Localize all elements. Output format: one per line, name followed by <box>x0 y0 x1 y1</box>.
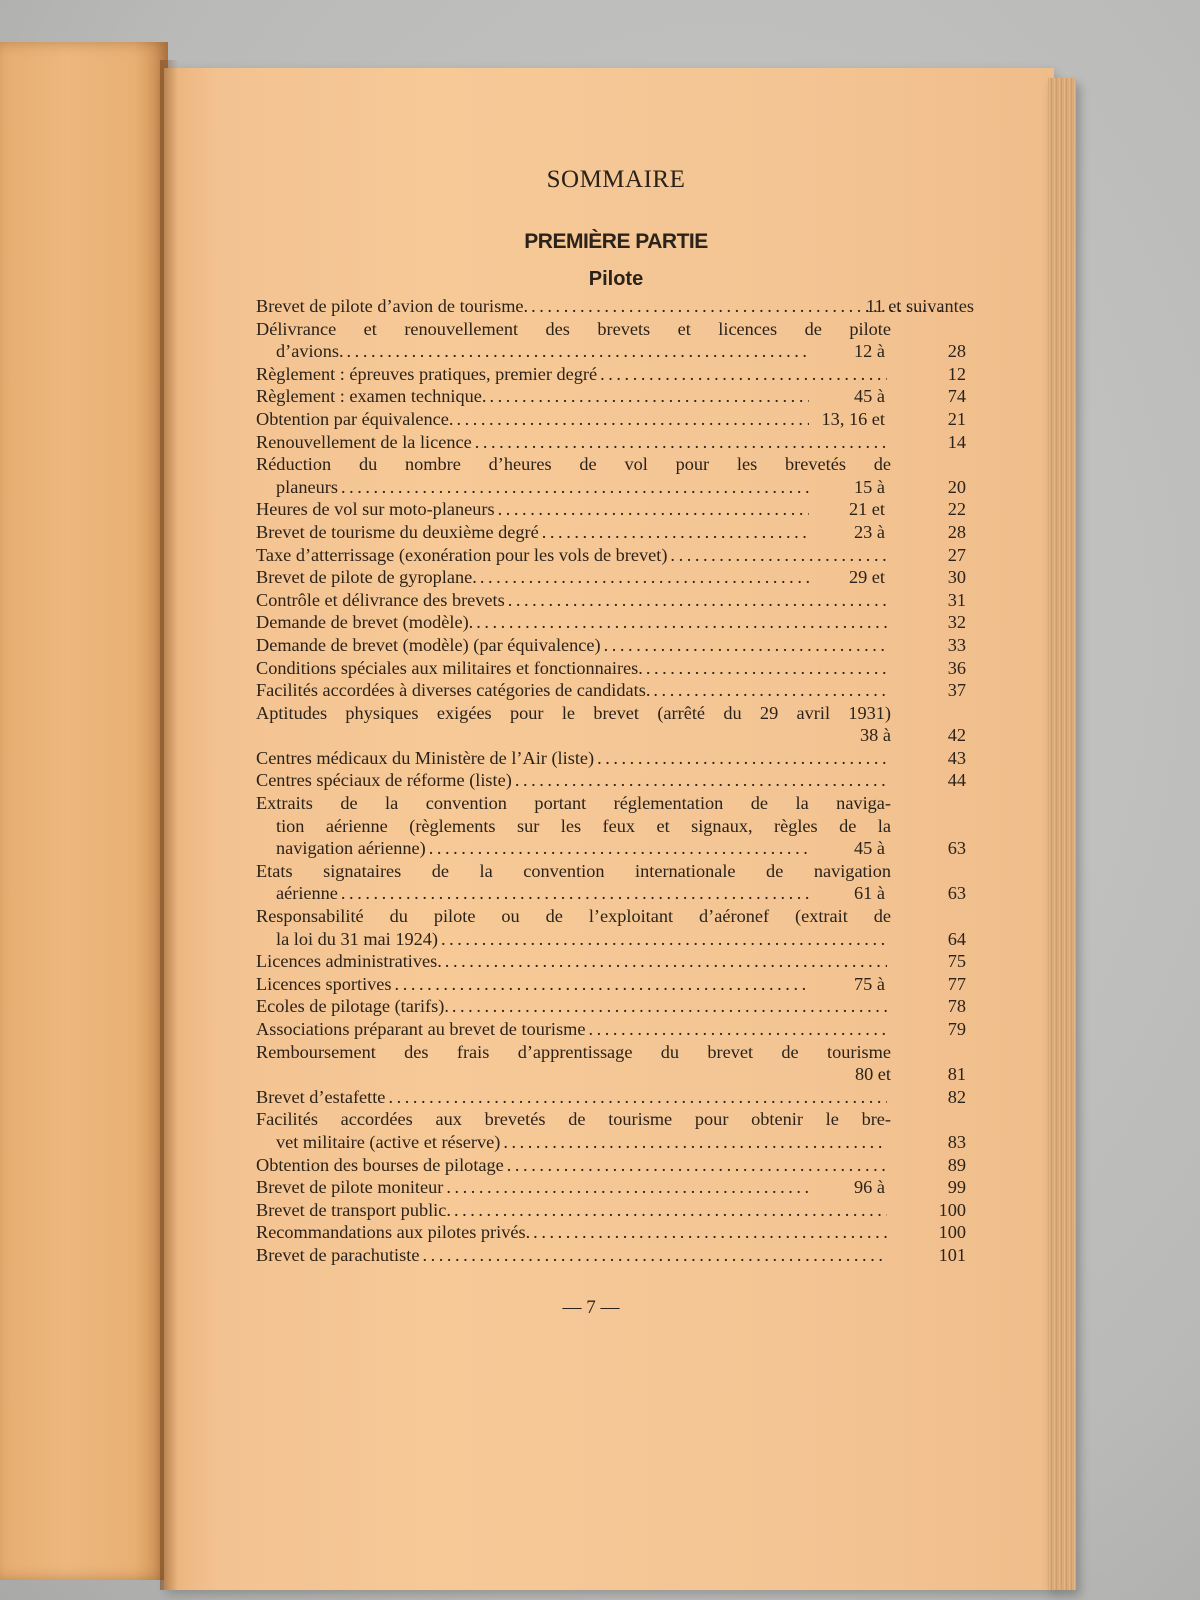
toc-entry-label: Remboursement des frais d’apprentissage du brevet de tourisme <box>256 1041 891 1062</box>
leader-dots <box>480 566 809 589</box>
leader-dots <box>388 1086 887 1109</box>
leader-dots <box>503 1131 887 1154</box>
toc-entry-label: Règlement : épreuves pratiques, premier degré <box>256 363 598 384</box>
toc-entry-label: d’avions. <box>276 341 344 362</box>
leader-dots <box>446 1176 809 1199</box>
toc-entry-label: Conditions spéciales aux militaires et fonctionnaires. <box>256 657 643 678</box>
toc-entry-page: 99 <box>947 1177 966 1198</box>
toc-entry-page: 100 <box>938 1199 966 1220</box>
toc-entry <box>256 634 966 657</box>
toc-entry <box>256 431 966 454</box>
leader-dots <box>441 928 887 951</box>
toc-entry <box>256 950 966 973</box>
toc-entry-page: 11 et suivantes <box>866 296 974 316</box>
leader-dots <box>456 408 809 431</box>
toc-entry-label: Licences administratives. <box>256 951 442 972</box>
toc-entry-range: 15 à <box>854 476 885 497</box>
toc-entry-label: planeurs <box>276 476 338 497</box>
leader-dots <box>341 882 809 905</box>
toc-entry-label: Renouvellement de la licence <box>256 431 472 452</box>
leader-dots <box>429 837 809 860</box>
page-edges <box>1048 78 1076 1590</box>
toc-entry-label: Règlement : examen technique. <box>256 386 487 407</box>
toc-entry-page: 81 <box>947 1064 966 1085</box>
toc-entry-range: 75 à <box>854 973 885 994</box>
toc-entry <box>256 1244 966 1267</box>
toc-entry-label: Brevet d’estafette <box>256 1086 386 1107</box>
toc-entry <box>256 679 966 702</box>
toc-entry <box>256 544 966 567</box>
toc-entry-label: vet militaire (active et réserve) <box>276 1131 501 1152</box>
toc-entry-label: Obtention par équivalence. <box>256 408 454 429</box>
toc-entry-page: 78 <box>947 996 966 1017</box>
toc-entry <box>256 566 966 589</box>
toc-entry <box>256 1108 966 1153</box>
toc-entry <box>256 363 966 386</box>
toc-entry-page: 33 <box>947 634 966 655</box>
leader-dots <box>670 544 887 567</box>
toc-entry-page: 101 <box>938 1244 966 1265</box>
toc-entry-label: Taxe d’atterrissage (exonération pour les vols de brevet) <box>256 544 668 565</box>
leader-dots <box>498 498 809 521</box>
toc-entry-range: 61 à <box>854 883 885 904</box>
toc-entry-label: Obtention des bourses de pilotage <box>256 1154 504 1175</box>
leader-dots <box>533 1221 887 1244</box>
toc-entry <box>256 1199 966 1222</box>
toc-entry-label: Réduction du nombre d’heures de vol pour les brevetés de <box>256 454 891 475</box>
page-number: — 7 — <box>562 1296 620 1318</box>
leader-dots <box>588 1018 887 1041</box>
toc-entry-label: Brevet de tourisme du deuxième degré <box>256 521 539 542</box>
toc-entry <box>256 611 966 634</box>
toc-entry <box>256 1086 966 1109</box>
toc-entry <box>256 521 966 544</box>
leader-dots <box>445 950 887 973</box>
toc-entry <box>256 295 974 318</box>
leader-dots <box>600 363 887 386</box>
toc-entry <box>256 1176 966 1199</box>
toc-entry-range: 80 et <box>854 1064 891 1085</box>
toc-entry-label: Demande de brevet (modèle) (par équivalence) <box>256 634 601 655</box>
toc-entry-page: 28 <box>947 341 966 362</box>
toc-entry-range: 38 à <box>860 725 891 746</box>
toc-entry-range: 45 à <box>854 386 885 407</box>
toc-entry-page: 89 <box>947 1154 966 1175</box>
toc-entry <box>256 657 966 680</box>
toc-entry <box>256 1018 966 1041</box>
leader-dots <box>452 995 887 1018</box>
toc-entry <box>256 453 966 498</box>
toc-entry <box>256 498 966 521</box>
toc-entry <box>256 792 966 860</box>
page-content <box>256 160 974 1319</box>
book-gutter <box>160 60 178 1590</box>
toc-entry <box>256 905 966 950</box>
leader-dots <box>341 476 809 499</box>
toc-entry <box>256 702 966 747</box>
toc-entry-page: 42 <box>947 725 966 746</box>
toc-entry-label: la loi du 31 mai 1924) <box>276 928 438 949</box>
toc-entry-page: 21 <box>947 408 966 429</box>
toc-entry-range: 29 et <box>848 567 885 588</box>
leader-dots <box>475 431 887 454</box>
toc-entry-page: 22 <box>947 499 966 520</box>
toc-entry-range: 45 à <box>854 838 885 859</box>
toc-entry-label: tion aérienne (règlements sur les feux et signaux, règles de la <box>276 815 891 836</box>
toc-entry-page: 64 <box>947 928 966 949</box>
toc-entry-page: 79 <box>947 1019 966 1039</box>
toc-entry-page: 82 <box>947 1086 966 1107</box>
toc-entry <box>256 1221 966 1244</box>
toc-entry-page: 28 <box>947 521 966 542</box>
toc-entry-label: Recommandations aux pilotes privés. <box>256 1222 531 1243</box>
toc-entry-page: 43 <box>947 747 966 768</box>
toc-entry-range: 12 à <box>854 341 885 362</box>
toc-entry-page: 20 <box>947 476 966 497</box>
toc-entry-label: Centres spéciaux de réforme (liste) <box>256 770 512 791</box>
leader-dots <box>507 1154 887 1177</box>
leader-dots <box>422 1244 887 1267</box>
toc-entry-label: Brevet de pilote d’avion de tourisme. <box>256 296 529 316</box>
toc-entry-label: Heures de vol sur moto-planeurs <box>256 499 495 520</box>
toc-entry-label: Demande de brevet (modèle). <box>256 612 474 633</box>
toc-entry <box>256 995 966 1018</box>
table-of-contents <box>256 295 974 1267</box>
toc-entry-range: 13, 16 et <box>821 408 885 429</box>
toc-entry-label: Brevet de transport public. <box>256 1199 451 1220</box>
toc-entry-page: 75 <box>947 951 966 972</box>
page-title: SOMMAIRE <box>546 166 686 193</box>
toc-entry-label: Associations préparant au brevet de tourisme <box>256 1019 586 1039</box>
toc-entry-label: Centres médicaux du Ministère de l’Air (liste) <box>256 747 595 768</box>
toc-entry-label: Responsabilité du pilote ou de l’exploitant d’aéronef (extrait de <box>256 906 891 927</box>
leader-dots <box>489 385 809 408</box>
toc-entry <box>256 1041 966 1086</box>
toc-entry-label: Facilités accordées à diverses catégories de candidats. <box>256 680 651 701</box>
toc-entry-page: 77 <box>947 973 966 994</box>
toc-entry <box>256 318 966 363</box>
toc-entry-page: 100 <box>938 1222 966 1243</box>
section-heading: Pilote <box>588 268 644 290</box>
toc-entry-label: Brevet de pilote de gyroplane. <box>256 567 477 588</box>
toc-entry-label: Extraits de la convention portant réglementation de la naviga- <box>256 793 891 814</box>
toc-entry <box>256 747 966 770</box>
toc-entry <box>256 860 966 905</box>
toc-entry-label: Facilités accordées aux brevetés de tourisme pour obtenir le bre- <box>256 1109 891 1130</box>
toc-entry-range: 96 à <box>854 1177 885 1198</box>
toc-entry-label: Contrôle et délivrance des brevets <box>256 589 505 610</box>
toc-entry-page: 37 <box>947 680 966 701</box>
toc-entry-range: 23 à <box>854 521 885 542</box>
leader-dots <box>646 657 887 680</box>
toc-entry-range: 21 et <box>848 499 885 520</box>
toc-entry <box>256 1154 966 1177</box>
leader-dots <box>395 973 809 996</box>
leader-dots <box>508 589 887 612</box>
toc-entry <box>256 589 966 612</box>
toc-entry-label: Ecoles de pilotage (tarifs). <box>256 996 449 1017</box>
leader-dots <box>515 769 887 792</box>
leader-dots <box>542 521 809 544</box>
toc-entry-page: 12 <box>947 363 966 384</box>
toc-entry-page: 63 <box>947 883 966 904</box>
toc-entry-page: 27 <box>947 544 966 565</box>
toc-entry-page: 30 <box>947 567 966 588</box>
part-heading: PREMIÈRE PARTIE <box>524 230 708 253</box>
toc-entry <box>256 973 966 996</box>
toc-entry-page: 31 <box>947 589 966 610</box>
leader-dots <box>454 1199 887 1222</box>
leader-dots <box>653 679 887 702</box>
toc-entry-label: Etats signataires de la convention internationale de navigation <box>256 860 891 881</box>
leader-dots <box>604 634 887 657</box>
toc-entry-page: 83 <box>947 1131 966 1152</box>
toc-entry <box>256 769 966 792</box>
toc-entry-label: Aptitudes physiques exigées pour le brevet (arrêté du 29 avril 1931) <box>256 702 891 723</box>
toc-entry-page: 36 <box>947 657 966 678</box>
toc-entry <box>256 385 966 408</box>
leader-dots <box>597 747 887 770</box>
toc-entry-page: 63 <box>947 838 966 859</box>
toc-entry-page: 74 <box>947 386 966 407</box>
toc-entry-page: 14 <box>947 431 966 452</box>
toc-entry-label: Brevet de pilote moniteur <box>256 1177 444 1198</box>
toc-entry-page: 44 <box>947 770 966 791</box>
toc-entry <box>256 408 966 431</box>
toc-entry-label: aérienne <box>276 883 338 904</box>
toc-entry-label: Brevet de parachutiste <box>256 1244 420 1265</box>
toc-entry-label: Délivrance et renouvellement des brevets et licences de pilote <box>256 318 891 339</box>
toc-entry-label: Licences sportives <box>256 973 392 994</box>
toc-entry-label: navigation aérienne) <box>276 838 426 859</box>
leader-dots <box>476 611 887 634</box>
leader-dots <box>347 340 809 363</box>
left-page <box>0 42 168 1580</box>
toc-entry-page: 32 <box>947 612 966 633</box>
